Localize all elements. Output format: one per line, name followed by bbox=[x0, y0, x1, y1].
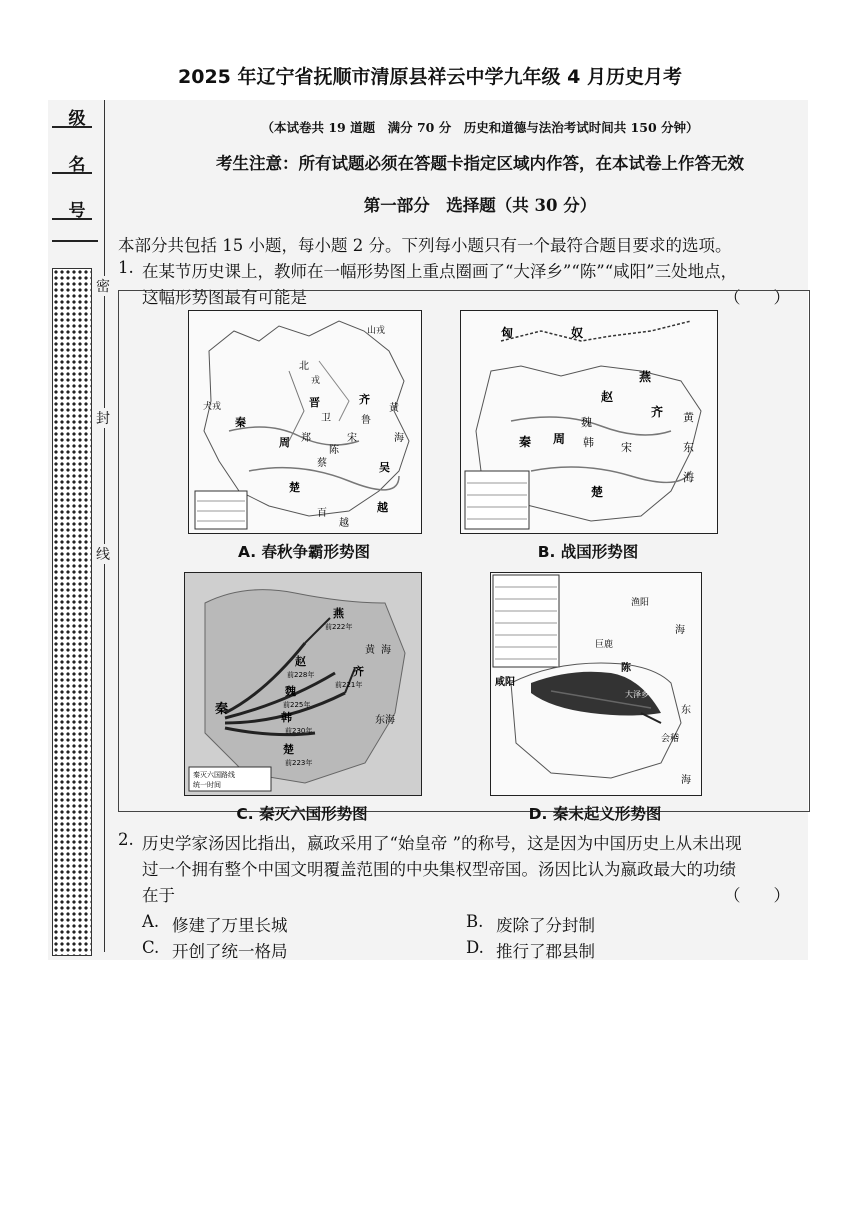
exam-notice: 考生注意：所有试题必须在答题卡指定区域内作答，在本试卷上作答无效 bbox=[216, 154, 744, 173]
map-c-label-chu-year: 前223年 bbox=[285, 759, 313, 767]
map-d-label-xianyang: 咸阳 bbox=[495, 677, 515, 688]
q1-stem-line2: 这幅形势图最有可能是 bbox=[142, 288, 307, 307]
q2-option-c-letter: C. bbox=[142, 938, 160, 957]
q2-option-b-text: 废除了分封制 bbox=[496, 916, 595, 935]
exam-title: 2025 年辽宁省抚顺市清原县祥云中学九年级 4 月历史月考 bbox=[178, 66, 682, 88]
map-d-label-julu: 巨鹿 bbox=[595, 640, 614, 650]
q2-option-d-letter: D. bbox=[466, 938, 484, 957]
map-a-label-lu: 鲁 bbox=[361, 415, 371, 426]
map-c-label-chu: 楚 bbox=[283, 743, 294, 756]
name-field-line bbox=[52, 172, 92, 174]
map-c-label-han-year: 前230年 bbox=[285, 727, 313, 735]
map-a-label-yue: 越 bbox=[377, 501, 388, 514]
map-c-qin-conquest bbox=[184, 572, 422, 796]
q2-stem-line1: 历史学家汤因比指出，嬴政采用了“始皇帝 ”的称号，这是因为中国历史上从未出现 bbox=[142, 834, 742, 853]
map-b-label-yan: 燕 bbox=[639, 370, 652, 384]
map-a-label-wei: 卫 bbox=[321, 413, 331, 424]
map-c-label-zhao-year: 前228年 bbox=[287, 671, 315, 679]
map-c-label-yan-year: 前222年 bbox=[325, 623, 353, 631]
map-d-label-dong: 东 bbox=[681, 705, 691, 716]
map-c-label-wei-year: 前225年 bbox=[283, 701, 311, 709]
map-a-label-huang: 黄 bbox=[389, 403, 399, 414]
map-a-label-yue2: 越 bbox=[339, 518, 349, 529]
binding-line bbox=[104, 100, 105, 952]
map-d-label-kuaiji: 会稽 bbox=[661, 734, 680, 744]
map-b-label-xiong: 匈 bbox=[501, 326, 514, 340]
map-a-label-quanrong: 犬戎 bbox=[203, 402, 222, 412]
q2-option-a-letter: A. bbox=[142, 912, 160, 931]
map-d-label-dazexiang: 大泽乡 bbox=[625, 690, 649, 699]
map-a-label-chen: 陈 bbox=[329, 445, 339, 456]
map-c-label-zhao: 赵 bbox=[295, 655, 306, 668]
field-bottom-line bbox=[52, 240, 98, 242]
q2-stem-line2: 过一个拥有整个中国文明覆盖范围的中央集权型帝国。汤因比认为嬴政最大的功绩 bbox=[142, 860, 736, 879]
q2-number: 2. bbox=[118, 830, 134, 849]
map-b-warring-states bbox=[460, 310, 718, 534]
map-d-caption: D. 秦末起义形势图 bbox=[528, 805, 662, 823]
map-d-label-hai2: 海 bbox=[681, 775, 691, 786]
map-b-label-zhou: 周 bbox=[553, 432, 566, 446]
map-c-label-qi: 齐 bbox=[353, 665, 364, 678]
map-c-legend-time: 统一时间 bbox=[193, 781, 221, 789]
seal-char-feng: 封 bbox=[94, 408, 112, 428]
seal-char-mi: 密 bbox=[94, 276, 112, 296]
q2-option-b-letter: B. bbox=[466, 912, 484, 931]
number-field-line bbox=[52, 218, 92, 220]
map-b-label-nu: 奴 bbox=[571, 326, 584, 340]
map-b-label-zhao: 赵 bbox=[601, 390, 614, 404]
map-a-label-jin: 晋 bbox=[309, 396, 320, 409]
map-b-label-qi: 齐 bbox=[651, 405, 664, 419]
map-c-label-huang: 黄 bbox=[365, 645, 375, 656]
map-a-label-rong: 戎 bbox=[311, 376, 321, 386]
map-c-label-donghai: 东海 bbox=[375, 715, 395, 726]
map-d-qin-uprising bbox=[490, 572, 702, 796]
q1-number: 1. bbox=[118, 258, 134, 277]
section-title: 第一部分 选择题（共 30 分） bbox=[363, 196, 597, 215]
map-a-label-wu: 吴 bbox=[379, 461, 390, 474]
map-a-label-bai: 百 bbox=[317, 508, 327, 519]
map-c-label-hai: 海 bbox=[381, 645, 391, 656]
map-a-label-qin: 秦 bbox=[235, 416, 246, 429]
map-a-label-chu: 楚 bbox=[289, 481, 300, 494]
map-a-label-song: 宋 bbox=[347, 433, 357, 444]
q2-stem-line3: 在于 bbox=[142, 886, 175, 905]
map-c-label-qi-year: 前221年 bbox=[335, 681, 363, 689]
map-b-label-han: 韩 bbox=[583, 436, 594, 449]
map-b-label-huang: 黄 bbox=[683, 411, 694, 424]
exam-info: （本试卷共 19 道题 满分 70 分 历史和道德与法治考试时间共 150 分钟） bbox=[261, 120, 699, 135]
q2-answer-bracket: （ ） bbox=[724, 886, 790, 905]
binding-hatch-strip bbox=[52, 268, 92, 956]
number-field-label: 号 bbox=[68, 201, 86, 221]
class-field-line bbox=[52, 126, 92, 128]
map-c-label-han: 韩 bbox=[281, 711, 292, 724]
map-d-label-yuyang: 渔阳 bbox=[631, 598, 650, 608]
map-c-label-qin: 秦 bbox=[215, 702, 229, 717]
map-d-label-chen: 陈 bbox=[621, 663, 631, 674]
map-b-label-song: 宋 bbox=[621, 441, 632, 454]
map-a-label-zhou: 周 bbox=[279, 436, 290, 449]
map-a-label-zheng: 郑 bbox=[301, 433, 311, 444]
map-a-label-cai: 蔡 bbox=[317, 458, 327, 469]
q2-option-c-text: 开创了统一格局 bbox=[172, 942, 288, 961]
class-field-label: 级 bbox=[68, 109, 86, 129]
q2-option-d-text: 推行了郡县制 bbox=[496, 942, 595, 961]
q1-answer-bracket: （ ） bbox=[724, 288, 790, 307]
section-instructions: 本部分共包括 15 小题，每小题 2 分。下列每小题只有一个最符合题目要求的选项。 bbox=[118, 236, 732, 255]
map-b-caption: B. 战国形势图 bbox=[537, 543, 639, 561]
map-d-label-hai: 海 bbox=[675, 625, 685, 636]
map-c-label-wei: 魏 bbox=[285, 685, 296, 698]
seal-char-xian: 线 bbox=[94, 544, 112, 564]
map-c-label-yan: 燕 bbox=[333, 607, 344, 620]
q2-option-a-text: 修建了万里长城 bbox=[172, 916, 288, 935]
map-b-label-wei: 魏 bbox=[581, 416, 592, 429]
map-a-caption: A. 春秋争霸形势图 bbox=[237, 543, 371, 561]
map-b-label-hai: 海 bbox=[683, 471, 694, 484]
name-field-label: 名 bbox=[68, 155, 86, 175]
map-b-label-chu: 楚 bbox=[591, 485, 604, 499]
map-a-label-hai: 海 bbox=[394, 433, 404, 444]
map-c-legend-route: 秦灭六国路线 bbox=[193, 771, 235, 779]
map-b-label-qin: 秦 bbox=[519, 435, 532, 449]
q1-stem-line1: 在某节历史课上，教师在一幅形势图上重点圈画了“大泽乡”“陈”“咸阳”三处地点， bbox=[142, 262, 738, 281]
map-b-label-dong: 东 bbox=[683, 441, 694, 454]
map-a-spring-autumn bbox=[188, 310, 422, 534]
map-a-label-bei: 北 bbox=[299, 361, 309, 372]
map-a-label-shanrong: 山戎 bbox=[367, 326, 386, 336]
map-c-caption: C. 秦灭六国形势图 bbox=[236, 805, 368, 823]
map-a-label-qi: 齐 bbox=[359, 393, 370, 406]
